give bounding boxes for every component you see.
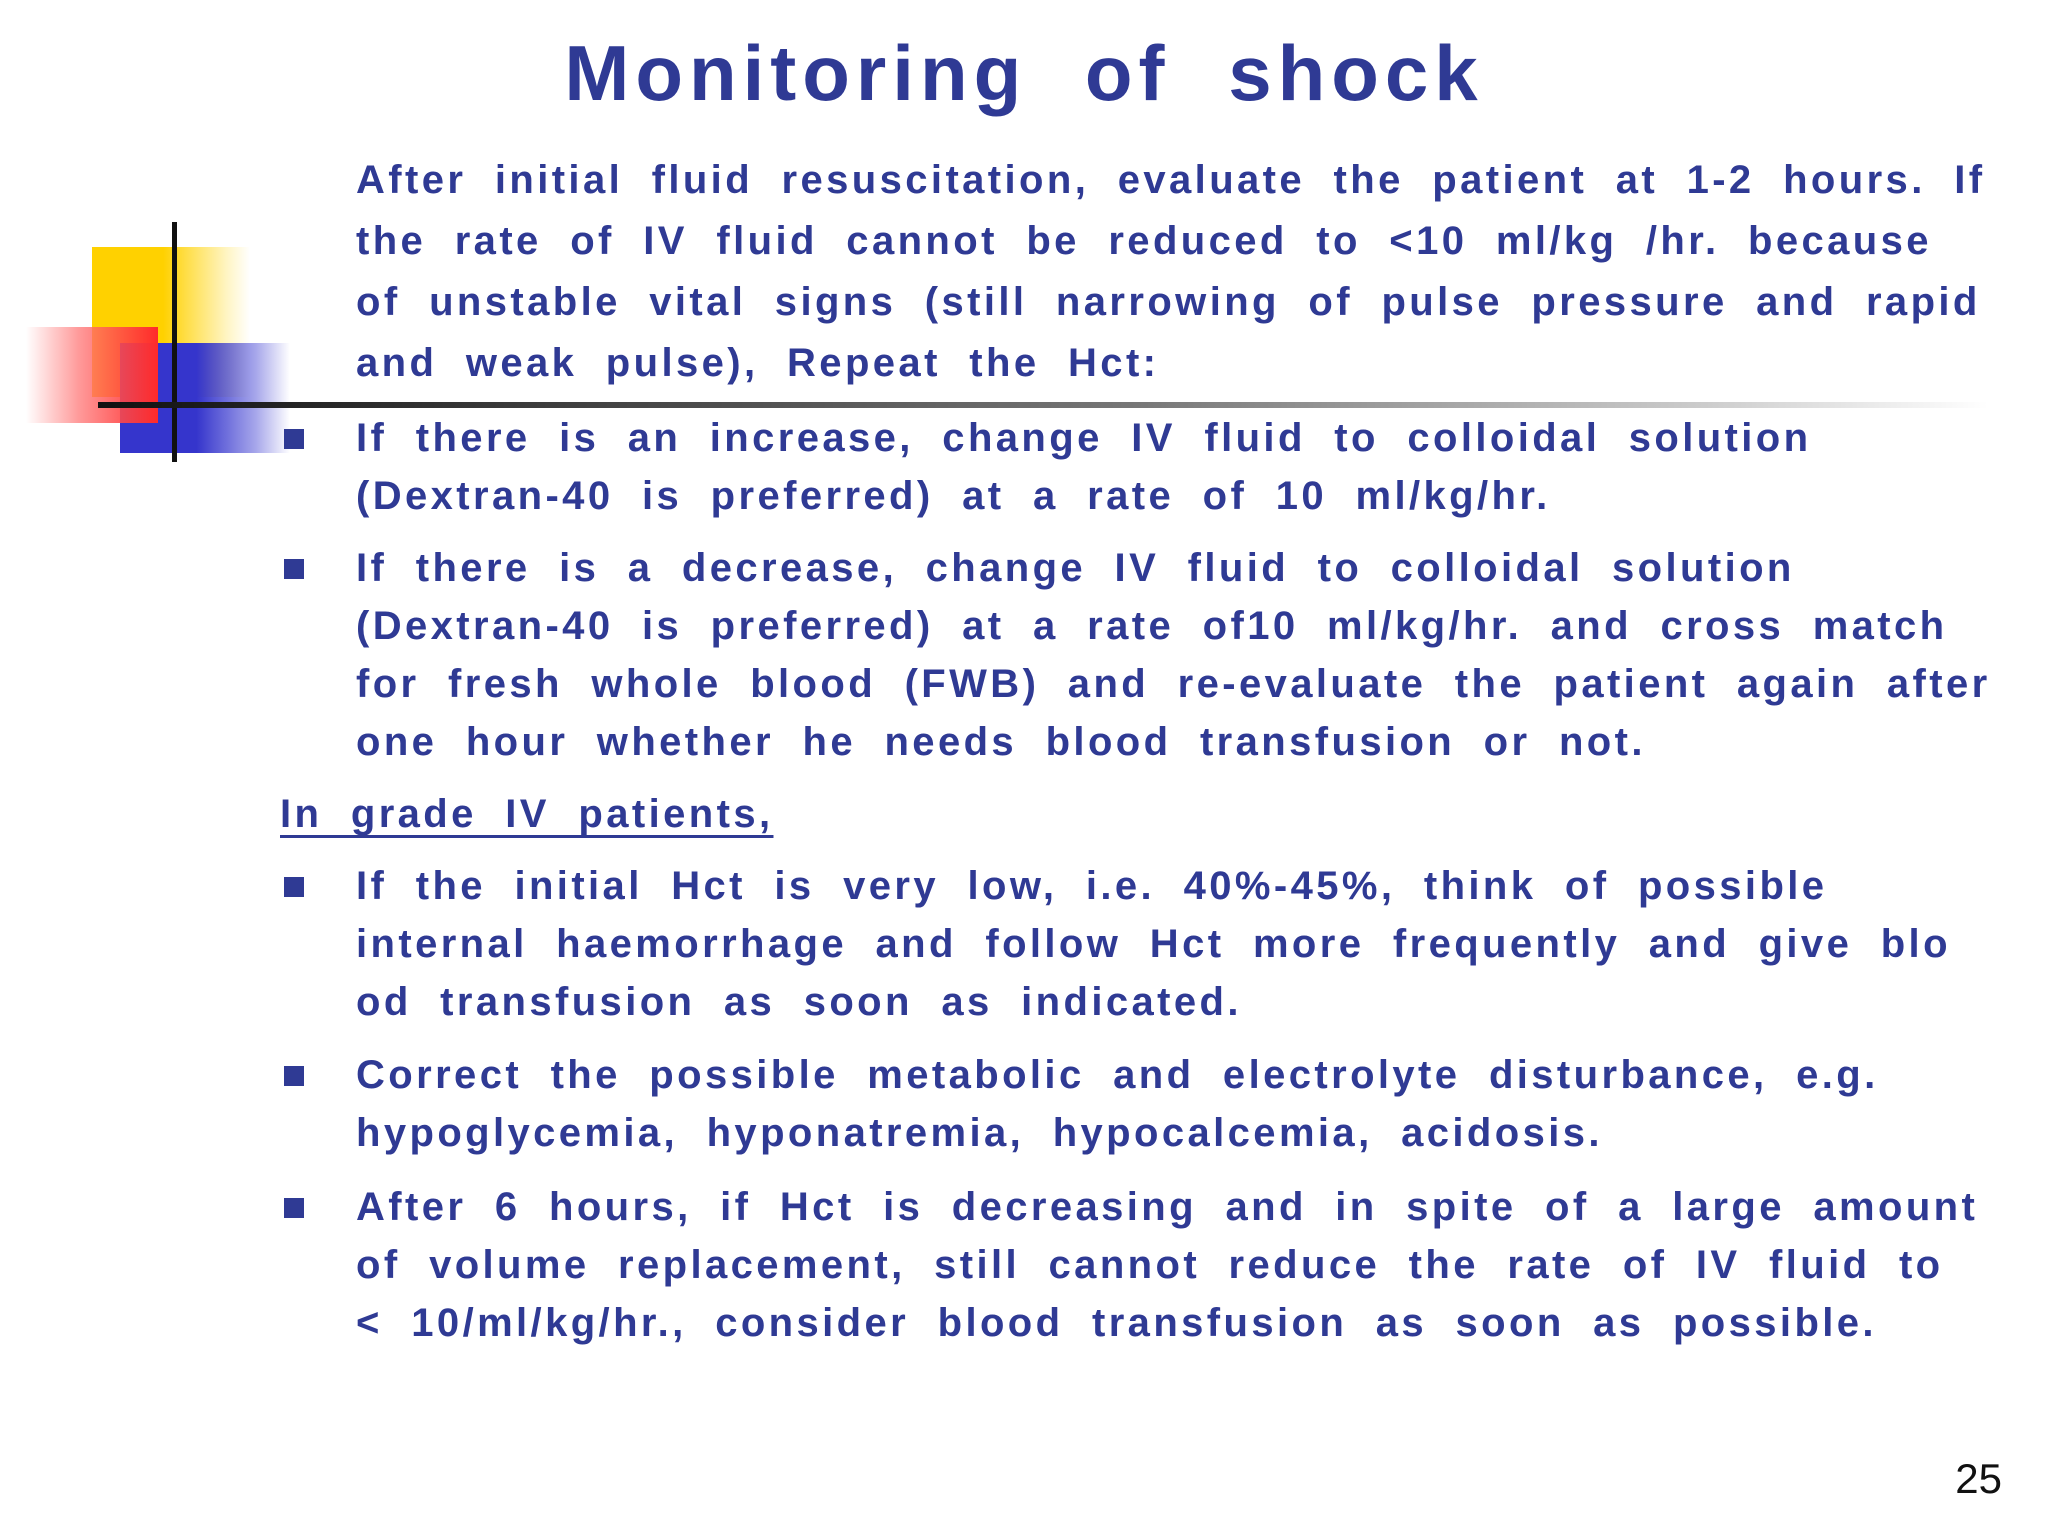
- page-number: 25: [1955, 1455, 2002, 1502]
- horizontal-rule-decoration: [98, 402, 1988, 408]
- bullet-text: After 6 hours, if Hct is decreasing and in spite of a large amount of volume replacement, still cannot reduce the rate of IV fluid to < 10/ml/kg/hr., consider blood transfusion as soon as possible.: [356, 1185, 1979, 1345]
- section-subheading: In grade IV patients,: [280, 792, 774, 836]
- bullet-text: If the initial Hct is very low, i.e. 40%-45%, think of possible internal haemorrhage and follow Hct more frequently and give blo od transfusion as soon as indicated.: [356, 864, 1951, 1024]
- square-bullet-icon: [284, 1198, 304, 1218]
- vertical-line-decoration: [172, 222, 177, 462]
- bullet-text: Correct the possible metabolic and electrolyte disturbance, e.g. hypoglycemia, hyponatremia, hypocalcemia, acidosis.: [356, 1053, 1879, 1155]
- square-bullet-icon: [284, 559, 304, 579]
- square-bullet-icon: [284, 1066, 304, 1086]
- bullet-text: If there is a decrease, change IV fluid to colloidal solution (Dextran-40 is preferred) at a rate of10 ml/kg/hr. and cross match for fresh whole blood (FWB) and re-evaluate the patient again after one hour whether he needs blood transfusion or not.: [356, 546, 1991, 764]
- square-bullet-icon: [284, 429, 304, 449]
- bullet-text: If there is an increase, change IV fluid to colloidal solution (Dextran-40 is preferred) at a rate of 10 ml/kg/hr.: [356, 416, 1812, 518]
- red-square-decoration: [26, 327, 158, 423]
- intro-paragraph: After initial fluid resuscitation, evaluate the patient at 1-2 hours. If the rate of IV fluid cannot be reduced to <10 ml/kg /hr. because of unstable vital signs (still narrowing of pulse pressure and rapid and weak pulse), Repeat the Hct:: [356, 158, 1986, 385]
- slide-title: Monitoring of shock: [564, 29, 1484, 117]
- square-bullet-icon: [284, 877, 304, 897]
